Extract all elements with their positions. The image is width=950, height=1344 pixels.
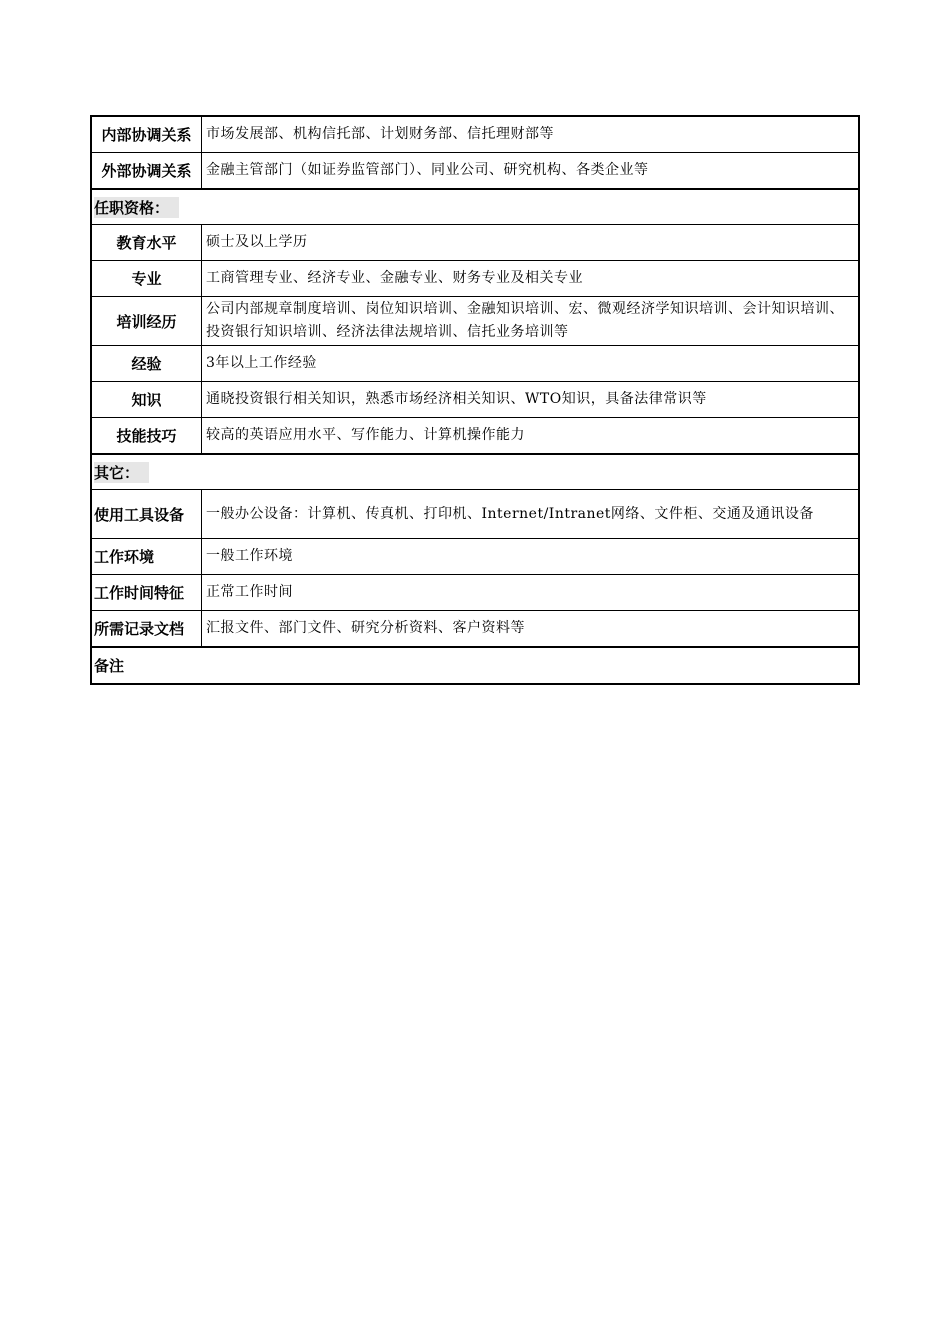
qualifications-heading	[92, 190, 181, 224]
other-heading	[92, 455, 151, 489]
documents-label: 所需记录文档	[92, 611, 202, 646]
other-heading-text: 其它：	[94, 462, 149, 483]
job-description-table	[90, 115, 860, 685]
skills-row	[92, 418, 858, 454]
external-coordination-row	[92, 153, 858, 189]
major-value: 工商管理专业、经济专业、金融专业、财务专业及相关专业	[206, 270, 583, 286]
major-row	[92, 261, 858, 297]
other-heading-row	[92, 454, 858, 490]
internal-coordination-value: 市场发展部、机构信托部、计划财务部、信托理财部等	[206, 126, 554, 142]
experience-label: 经验	[92, 346, 202, 381]
experience-value: 3年以上工作经验	[206, 355, 317, 371]
training-value: 公司内部规章制度培训、岗位知识培训、金融知识培训、宏、微观经济学知识培训、会计知识培训、投资银行知识培训、经济法律法规培训、信托业务培训等	[206, 301, 844, 340]
internal-coordination-label: 内部协调关系	[92, 117, 202, 152]
knowledge-label: 知识	[92, 382, 202, 417]
external-coordination-label: 外部协调关系	[92, 153, 202, 188]
tools-row	[92, 490, 858, 539]
knowledge-row	[92, 382, 858, 418]
education-row	[92, 225, 858, 261]
skills-label: 技能技巧	[92, 418, 202, 453]
tools-label: 使用工具设备	[92, 490, 202, 538]
documents-value: 汇报文件、部门文件、研究分析资料、客户资料等	[206, 620, 525, 636]
experience-row	[92, 346, 858, 382]
qualifications-heading-row	[92, 189, 858, 225]
environment-row	[92, 539, 858, 575]
education-label: 教育水平	[92, 225, 202, 260]
remarks-label: 备注	[94, 657, 125, 675]
documents-row	[92, 611, 858, 647]
training-row	[92, 297, 858, 346]
environment-label: 工作环境	[92, 539, 202, 574]
training-label: 培训经历	[92, 297, 202, 345]
major-label: 专业	[92, 261, 202, 296]
work-time-label: 工作时间特征	[92, 575, 202, 610]
external-coordination-value: 金融主管部门（如证券监管部门）、同业公司、研究机构、各类企业等	[206, 162, 649, 178]
environment-value: 一般工作环境	[206, 548, 293, 564]
work-time-value: 正常工作时间	[206, 584, 293, 600]
tools-value: 一般办公设备：计算机、传真机、打印机、Internet/Intranet网络、文件柜、交通及通讯设备	[206, 505, 814, 522]
internal-coordination-row	[92, 117, 858, 153]
remarks-row	[92, 647, 858, 683]
knowledge-value: 通晓投资银行相关知识，熟悉市场经济相关知识、WTO知识，具备法律常识等	[206, 391, 707, 407]
education-value: 硕士及以上学历	[206, 234, 308, 250]
work-time-row	[92, 575, 858, 611]
qualifications-heading-text: 任职资格：	[94, 197, 179, 218]
skills-value: 较高的英语应用水平、写作能力、计算机操作能力	[206, 427, 525, 443]
